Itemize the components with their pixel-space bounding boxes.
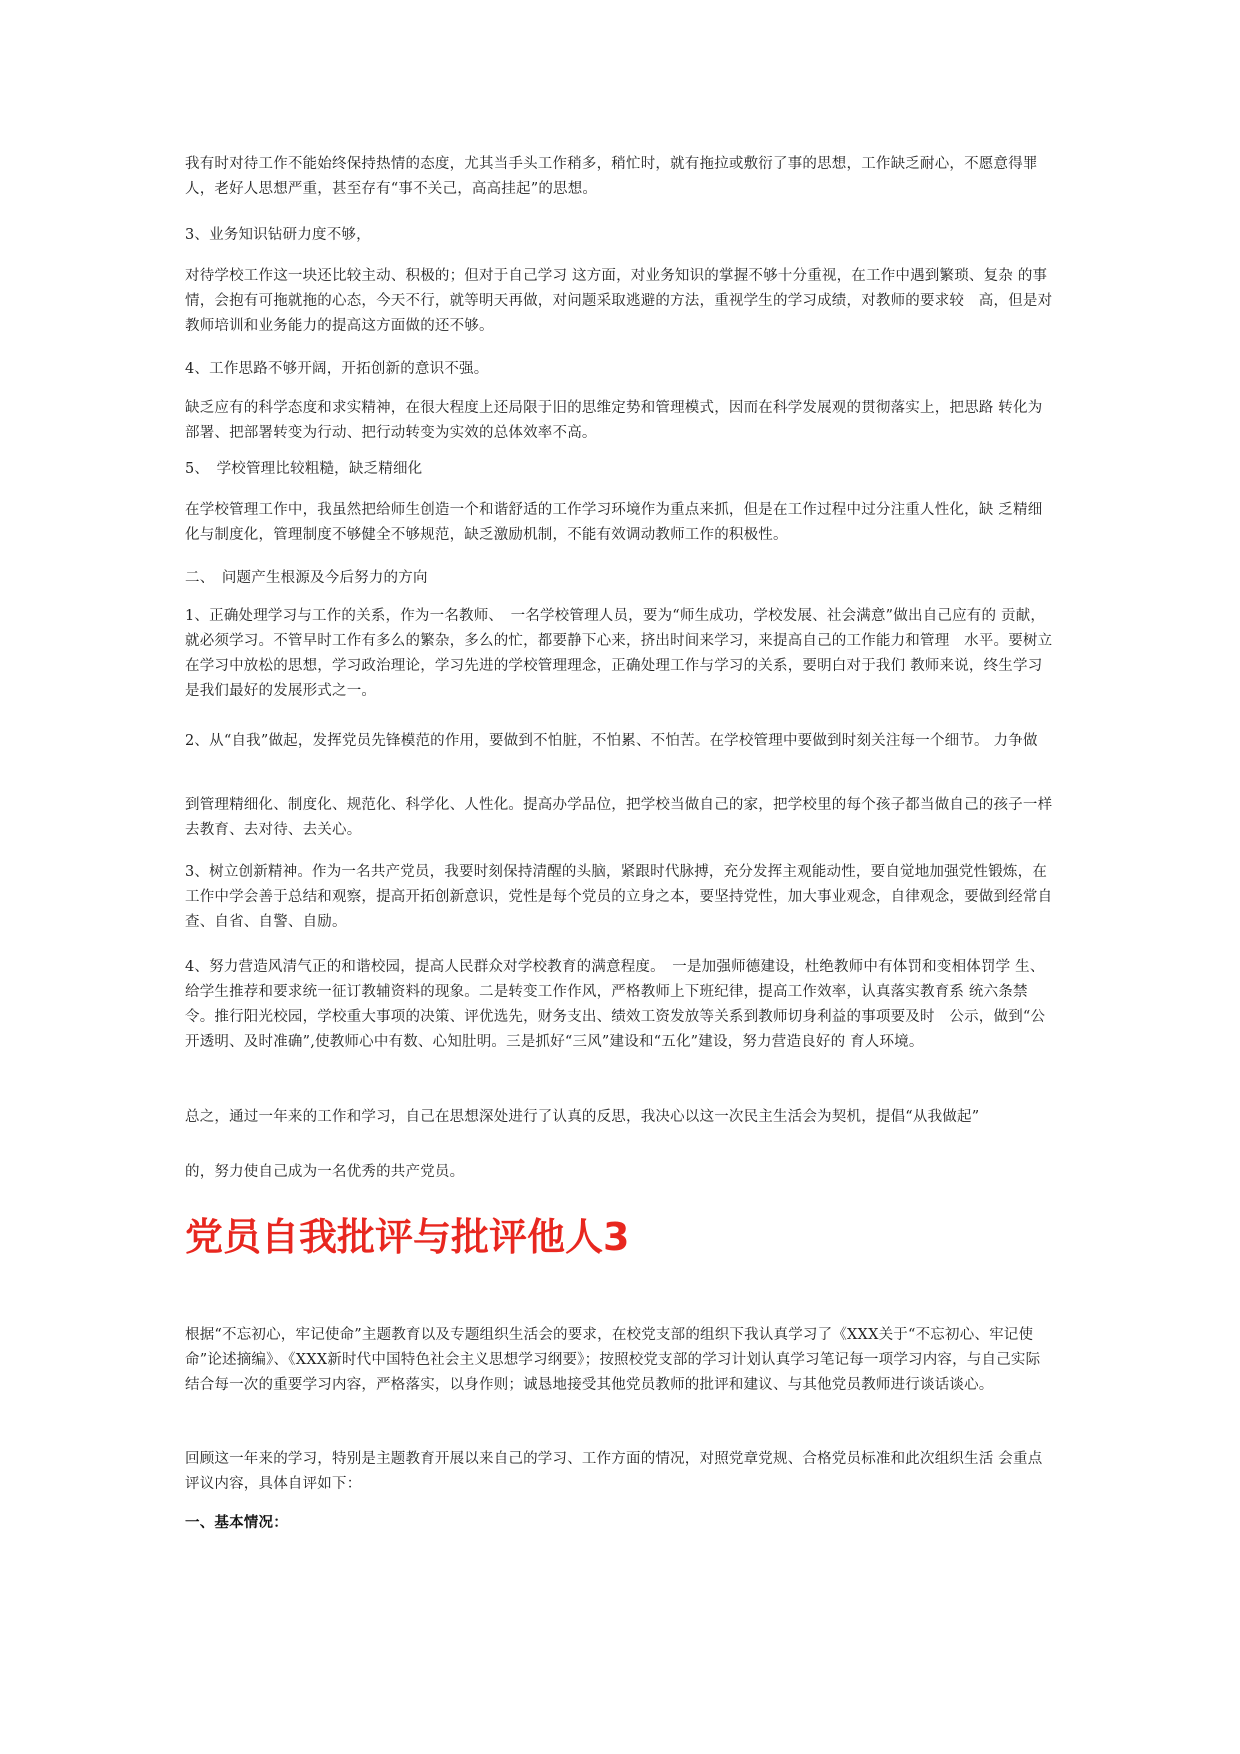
paragraph-item-3-title: 3、业务知识钻研力度不够， <box>185 227 371 243</box>
paragraph-point-2: 2、从“自我”做起，发挥党员先锋模范的作用，要做到不怕脏，不怕累、不怕苦。在学校管理中要做到时刻关注每一个细节。 力争做 <box>185 733 1038 749</box>
paragraph-review: 回顾这一年来的学习，特别是主题教育开展以来自己的学习、工作方面的情况，对照党章党规、合格党员标准和此次组织生活 会重点评议内容，具体自评如下： <box>185 1451 1043 1492</box>
paragraph-item-4-title: 4、工作思路不够开阔，开拓创新的意识不强。 <box>185 361 489 377</box>
paragraph-intro: 根据“不忘初心，牢记使命”主题教育以及专题组织生活会的要求，在校党支部的组织下我认真学习了《XXX关于“不忘初心、牢记使命”论述摘编》、《XXX新时代中国特色社会主义思想学习纲要》；按照校党支部的学习计划认真学习笔记每一项学习内容，与自己实际结合每一次的重要学习内容，严格落实，以身作则；诚恳地接受其他党员教师的批评和建议、与其他党员教师进行谈话谈心。 <box>185 1327 1041 1393</box>
paragraph-item-5-body: 在学校管理工作中，我虽然把给师生创造一个和谐舒适的工作学习环境作为重点来抓，但是在工作过程中过分注重人性化，缺 乏精细化与制度化，管理制度不够健全不够规范，缺乏激励机制，不能有效调动教师工作的积极性。 <box>185 502 1043 543</box>
paragraph-conclusion: 总之，通过一年来的工作和学习，自己在思想深处进行了认真的反思，我决心以这一次民主生活会为契机，提倡“从我做起” <box>185 1109 980 1125</box>
paragraph-point-1: 1、正确处理学习与工作的关系，作为一名教师、 一名学校管理人员，要为“师生成功，学校发展、社会满意”做出自己应有的 贡献，就必须学习。不管早时工作有多么的繁杂，多么的忙，都要静下心来，挤出时间来学习，来提高自己的工作能力和管理 水平。要树立在学习中放松的思想，学习政治理论，学习先进的学校管理理念，正确处理工作与学习的关系，要明白对于我们 教师来说，终生学习是我们最好的发展形式之一。 <box>185 608 1053 699</box>
page-title: 党员自我批评与批评他人3 <box>185 1215 630 1259</box>
paragraph-point-3: 3、树立创新精神。作为一名共产党员，我要时刻保持清醒的头脑，紧跟时代脉搏，充分发挥主观能动性，要自觉地加强党性锻炼，在工作中学会善于总结和观察，提高开拓创新意识，党性是每个党员的立身之本，要坚持党性，加大事业观念，自律观念，要做到经常自查、自省、自警、自励。 <box>185 864 1053 930</box>
paragraph-point-2-cont: 到管理精细化、制度化、规范化、科学化、人性化。提高办学品位，把学校当做自己的家，把学校里的每个孩子都当做自己的孩子一样去教育、去对待、去关心。 <box>185 797 1053 838</box>
section-basic-heading: 一、基本情况： <box>185 1514 288 1531</box>
paragraph-item-4-body: 缺乏应有的科学态度和求实精神，在很大程度上还局限于旧的思维定势和管理模式，因而在科学发展观的贯彻落实上，把思路 转化为部署、把部署转变为行动、把行动转变为实效的总体效率不高。 <box>185 400 1043 441</box>
paragraph-conclusion-end: 的，努力使自己成为一名优秀的共产党员。 <box>185 1164 465 1180</box>
paragraph-work-attitude: 我有时对待工作不能始终保持热情的态度，尤其当手头工作稍多，稍忙时，就有拖拉或敷衍了事的思想，工作缺乏耐心，不愿意得罪人，老好人思想严重，甚至存有“事不关己，高高挂起”的思想。 <box>185 156 1038 197</box>
section-two-heading: 二、 问题产生根源及今后努力的方向 <box>185 570 428 586</box>
paragraph-item-5-title: 5、 学校管理比较粗糙，缺乏精细化 <box>185 461 423 477</box>
paragraph-item-3-body: 对待学校工作这一块还比较主动、积极的；但对于自己学习 这方面，对业务知识的掌握不够十分重视，在工作中遇到繁琐、复杂 的事情，会抱有可拖就拖的心态，今天不行，就等明天再做，对问题采取逃避的方法，重视学生的学习成绩，对教师的要求较 高，但是对教师培训和业务能力的提高这方面做的还不够。 <box>185 268 1053 334</box>
paragraph-point-4: 4、努力营造风清气正的和谐校园，提高人民群众对学校教育的满意程度。 一是加强师德建设，杜绝教师中有体罚和变相体罚学 生、给学生推荐和要求统一征订教辅资料的现象。二是转变工作作风，严格教师上下班纪律，提高工作效率，认真落实教育系 统六条禁令。推行阳光校园，学校重大事项的决策、评优选先，财务支出、绩效工资发放等关系到教师切身利益的事项要及时 公示，做到“公开透明、及时准确”,使教师心中有数、心知肚明。三是抓好“三风”建设和“五化”建设，努力营造良好的 育人环境。 <box>185 959 1046 1050</box>
